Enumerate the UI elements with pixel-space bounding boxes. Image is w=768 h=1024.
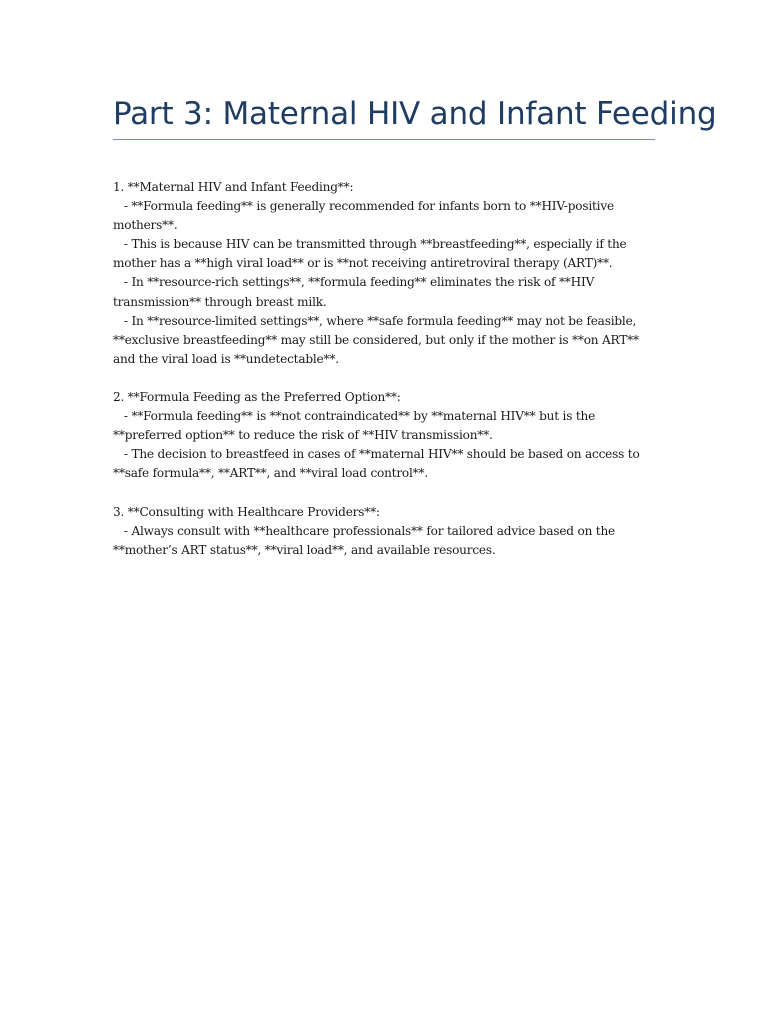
- body-line: - In **resource-rich settings**, **formula feeding** eliminates the risk of **HIV: [113, 275, 595, 290]
- body-line: - This is because HIV can be transmitted through **breastfeeding**, especially if the: [113, 237, 627, 252]
- title-divider: [113, 139, 655, 140]
- document-body: [113, 178, 658, 560]
- body-line: - **Formula feeding** is **not contraindicated** by **maternal HIV** but is the: [113, 409, 596, 424]
- section-2-heading: 2. **Formula Feeding as the Preferred Option**:: [113, 390, 401, 405]
- section-3: [113, 503, 658, 560]
- body-line: - In **resource-limited settings**, where **safe formula feeding** may not be feasible,: [113, 313, 637, 328]
- body-line: - Always consult with **healthcare professionals** for tailored advice based on the: [113, 523, 616, 538]
- section-1-heading: 1. **Maternal HIV and Infant Feeding**:: [113, 180, 354, 194]
- paragraph-gap: [113, 484, 658, 503]
- section-3-heading: 3. **Consulting with Healthcare Providers**:: [113, 504, 380, 519]
- body-line: **safe formula**, **ART**, and **viral load control**.: [113, 466, 429, 481]
- body-line: - **Formula feeding** is generally recommended for infants born to **HIV-positive: [113, 199, 614, 214]
- section-2: [113, 388, 658, 483]
- section-1: [113, 178, 658, 369]
- body-line: **preferred option** to reduce the risk of **HIV transmission**.: [113, 428, 493, 443]
- body-line: mother has a **high viral load** or is **not receiving antiretroviral therapy (ART)**.: [113, 256, 613, 271]
- body-line: - The decision to breastfeed in cases of **maternal HIV** should be based on access to: [113, 447, 640, 462]
- body-line: mothers**.: [113, 218, 178, 233]
- page-title: Part 3: Maternal HIV and Infant Feeding: [113, 96, 717, 132]
- body-line: **exclusive breastfeeding** may still be considered, but only if the mother is **on ART**: [113, 332, 639, 347]
- body-line: and the viral load is **undetectable**.: [113, 351, 339, 366]
- paragraph-gap: [113, 369, 658, 388]
- body-line: **mother’s ART status**, **viral load**, and available resources.: [113, 542, 496, 557]
- body-line: transmission** through breast milk.: [113, 294, 327, 309]
